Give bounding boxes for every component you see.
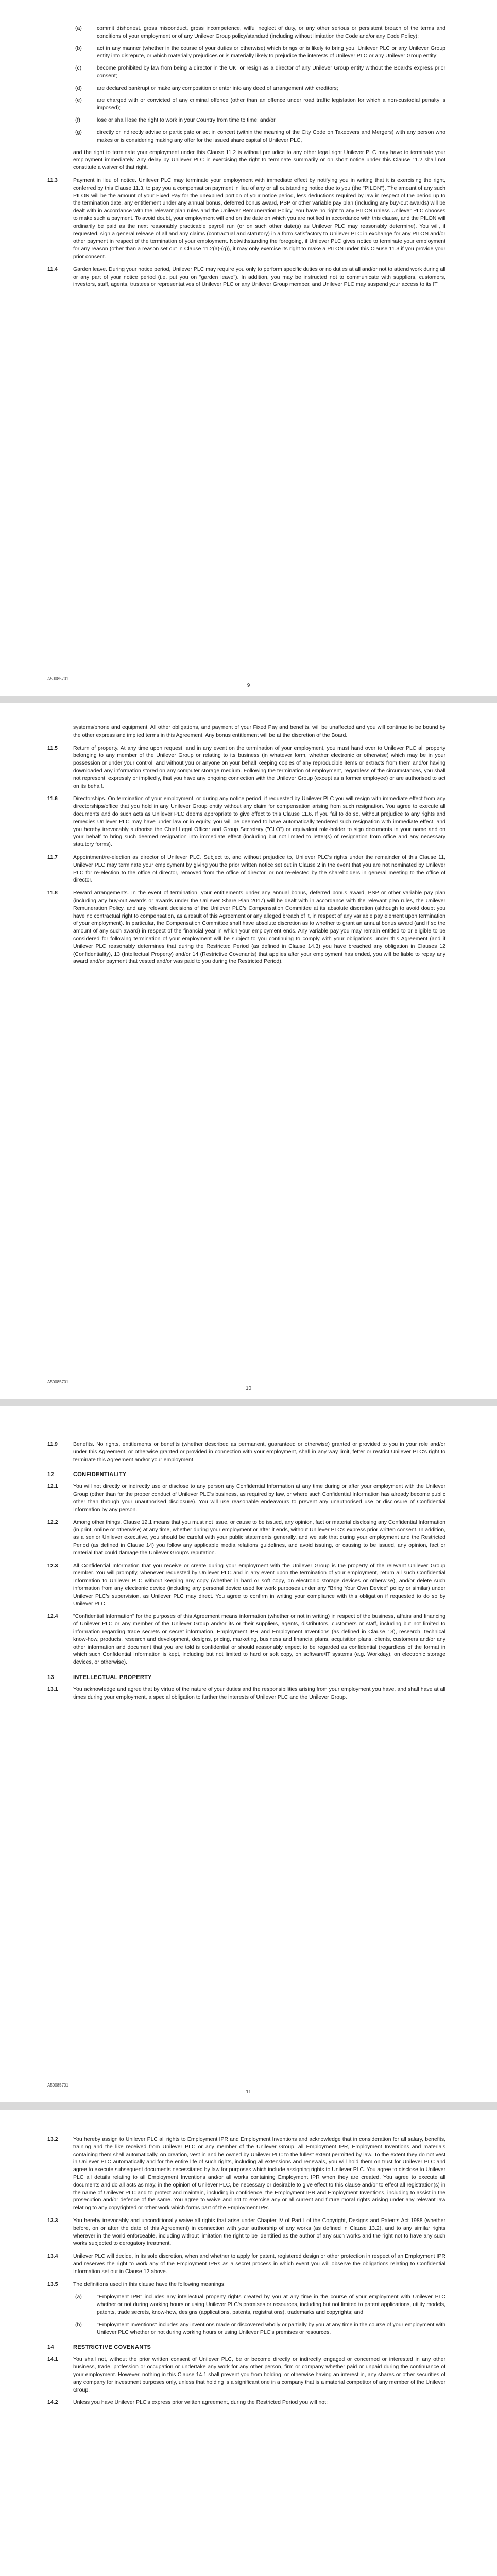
section-number: 14 [47, 2344, 54, 2351]
sub-clause [75, 97, 445, 112]
page-number: 11 [246, 2089, 251, 2095]
sub-clause-label: (b) [75, 2321, 82, 2328]
clause [47, 854, 445, 884]
clause-text: You hereby assign to Unilever PLC all rights to Employment IPR and Employment Inventions and acknowledge that in consideration for all salary, benefits, training and the like received from Unilever PLC or any member of the Unilever Group, all Employment IPR, Employment Inventions and materials containing them shall automatically, on creation, vest in and be owned by Unilever PLC to the fullest extent permitted by law. To the extent they do not vest in Unilever PLC automatically and for the entire life of such rights, including all extensions and renewals, you will hold them on trust for Unilever PLC and agree to execute subsequent documents necessitated by law for purposes which include assigning rights to Unilever PLC. You agree to disclose to Unilever PLC all details relating to all Employment Inventions and/or all works containing Employment IPR when they are created. You agree to execute all documents and do all acts as may, in the opinion of Unilever PLC, be necessary or desirable to give effect to this clause and/or to effect all registration(s) in the name of Unilever PLC and to protect and maintain, including in confidence, the Employment IPR and Employment Inventions, including to assist in the prosecution and/or defence of the same. You agree to waive and not to exercise any or all current and future moral rights arising under any relevant law relating to any copyrighted or other work which forms part of the Employment IPR. [73, 2136, 445, 2211]
clause [47, 1562, 445, 1608]
sub-clause-label: (b) [75, 45, 82, 52]
sub-clause [75, 45, 445, 60]
clause-text: Directorships. On termination of your employment, or during any notice period, if requested by Unilever PLC you will resign with immediate effect from any directorships/office that you hold in any Unilever Group entity without any claim for compensation arising from such resignation. You agree to execute all documents and do such acts as Unilever PLC deems appropriate to give effect to this Clause 11.6. If you fail to do so, without prejudice to any rights and remedies Unilever PLC may have under law or in equity, you will be deemed to have automatically tendered such resignation with immediate effect, and you hereby irrevocably authorise the Chief Legal Officer and Group Secretary ("CLO") or equivalent role-holder to sign documents in your name and on your behalf to bring such deemed resignation into immediate effect (including but not limited to letter(s) of resignation from office and any necessary statutory forms). [73, 795, 445, 848]
sub-clause [75, 129, 445, 144]
page-content [0, 0, 497, 649]
sub-clause [75, 84, 445, 92]
sub-clause-text: lose or shall lose the right to work in your Country from time to time; and/or [97, 117, 276, 124]
sub-clause-label: (a) [75, 25, 82, 31]
clause-text: You will not directly or indirectly use or disclose to any person any Confidential Information at any time during or after your employment with the Unilever Group (other than for the proper conduct of Unilever PLC's business, as required by law, or where such Confidential Information has already become public other than through your unauthorised disclosure). You will use reasonable endeavours to prevent any unauthorised use or disclosure of Confidential Information by any person. [73, 1483, 445, 1513]
clause-number: 11.4 [47, 266, 58, 273]
clause-number: 11.7 [47, 854, 58, 860]
clause-number: 12.4 [47, 1613, 58, 1620]
clause-text: Garden leave. During your notice period, Unilever PLC may require you only to perform specific duties or no duties at all and/or not to attend work during all or any part of your notice period (i.e. put you on "garden leave"). In addition, you may be instructed not to communicate with suppliers, customers, investors, staff, agents, trustees or representatives of Unilever PLC or any Unilever Group member, and Unilever PLC may suspend your access to its IT [73, 266, 445, 288]
sub-clause-label: (d) [75, 84, 82, 91]
document-page-12 [0, 2110, 497, 2576]
clause-number: 13.2 [47, 2136, 58, 2142]
clause-text: "Confidential Information" for the purposes of this Agreement means information (whether or not in writing) in respect of the business, affairs and financing of Unilever PLC or any member of the Unilever Group and/or its or their suppliers, agents, distributors, customers or staff, including but not limited to information regarding trade secrets or secret information, Employment IPR and Employment Inventions (as defined in Clause 13), research, technical know-how, products, research and development, designs, pricing, marketing, business and financial plans, acquisition plans, clients, customers and/or any other information and document that you are told is confidential or should reasonably expect to be regarded as confidential (regardless of the format in which such Confidential Information is kept, including but not limited to hard or soft copy, on software/IT systems (e.g. Workday), on electronic storage devices, or otherwise). [73, 1613, 445, 1666]
sub-clause [75, 25, 445, 40]
clause [47, 2399, 445, 2406]
section-heading [47, 1674, 445, 1681]
clause-number: 11.9 [47, 1441, 58, 1447]
clause [47, 177, 445, 261]
page-content [0, 703, 497, 1352]
clause-text: Appointment/re-election as director of Unilever PLC. Subject to, and without prejudice to, Unilever PLC's rights under the remainder of this Clause 11, Unilever PLC may terminate your employment by giving you the prior written notice set out in Clause 2 in the event that you are not nominated by Unilever PLC for re-election to the office of director, removed from the office of director, or not re-elected by the shareholders in general meeting to the office of director. [73, 854, 445, 884]
clause [47, 1686, 445, 1701]
sub-clause-text: "Employment Inventions" includes any inventions made or discovered wholly or partially by you at any time in the course of your employment with Unilever PLC whether or not during working hours or using Unilever PLC's premises or resources. [97, 2321, 445, 2335]
clause [47, 2281, 445, 2289]
section-heading [47, 1471, 445, 1478]
clause [47, 1440, 445, 1463]
clause-number: 12.2 [47, 1519, 58, 1526]
clause-number: 11.8 [47, 890, 58, 896]
clause [47, 1519, 445, 1557]
clause [47, 266, 445, 289]
footer-code: A50085701 [47, 1380, 68, 1384]
footer-code: A50085701 [47, 676, 68, 681]
clause-text: Unless you have Unilever PLC's express prior written agreement, during the Restricted Period you will not: [73, 2399, 328, 2406]
clause [47, 1613, 445, 1666]
clause-number: 11.6 [47, 795, 58, 802]
section-title: CONFIDENTIALITY [73, 1471, 127, 1478]
page-content [0, 2110, 497, 2576]
clause-number: 13.3 [47, 2217, 58, 2224]
sub-clause-label: (g) [75, 129, 82, 135]
page-content [0, 1406, 497, 2056]
clause [47, 2136, 445, 2212]
clause-number: 14.2 [47, 2399, 58, 2406]
clause [47, 2252, 445, 2275]
document-page-10 [0, 703, 497, 1399]
sub-clause-text: "Employment IPR" includes any intellectual property rights created by you at any time in the course of your employment with Unilever PLC whether or not during working hours or using Unilever PLC's premises or resources, including but not limited to patent applications, utility models, patents, trade secrets, know-how, designs (applications, patents, registrations), trademarks and copyrights; and [97, 2294, 445, 2315]
sub-clause-text: are charged with or convicted of any criminal offence (other than an offence under road traffic legislation for which a non-custodial penalty is imposed); [97, 97, 445, 111]
clause [47, 889, 445, 965]
clause-text: Benefits. No rights, entitlements or benefits (whether described as permanent, guaranteed or otherwise) granted or provided to you in your role and/or under this Agreement, or otherwise granted or provided in connection with your employment, shall in any way limit, fetter or restrict Unilever PLC's right to terminate this Agreement and/or your employment. [73, 1441, 445, 1463]
section-title: RESTRICTIVE COVENANTS [73, 2344, 151, 2351]
clause-text: Payment in lieu of notice. Unilever PLC may terminate your employment with immediate effect by notifying you in writing that it is exercising the right, conferred by this Clause 11.3, to pay you a compensation payment in lieu of any or all outstanding notice due to you (the "PILON"). The amount of any such PILON will be the amount of your Fixed Pay for the unexpired portion of your notice period, less deductions required by law in respect of the period up to the termination date, any entitlement under any annual bonus, deferred bonus award, PSP or other variable pay plan (including any buy-out awards) will be dealt with in accordance with the relevant plan rules and the Unilever Remuneration Policy. You have no right to any PILON unless Unilever PLC chooses to make such a payment. To avoid doubt, your employment will end on the date on which you are notified in accordance with this clause, and the PILON will ordinarily be paid as the next reasonably practicable payroll run (or on such other date(s) as Unilever PLC may reasonably determine). You will, if requested, sign a general release of all and any claims (contractual and statutory) in a form satisfactory to Unilever PLC in exchange for any PILON and/or other payment in respect of the termination of your employment. Notwithstanding the foregoing, if Unilever PLC gives notice to terminate your employment for any reason (other than a reason set out in Clause 11.2(a)-(g)), it may only exercise its right to make a PILON under this Clause 11.3 if you provide your prior consent. [73, 177, 445, 260]
clause [47, 1483, 445, 1513]
clause-text: You acknowledge and agree that by virtue of the nature of your duties and the responsibilities arising from your employment you have, and shall have at all times during your employment, a special obligation to further the interests of Unilever PLC and the Unilever Group. [73, 1686, 445, 1700]
clause-text: Reward arrangements. In the event of termination, your entitlements under any annual bonus, deferred bonus award, PSP or other variable pay plan (including any buy-out awards or awards under the Unilever Share Plan 2017) will be dealt with in accordance with the relevant plan rules, the Unilever Remuneration Policy, and any relevant decisions of the Unilever PLC's Compensation Committee at its absolute discretion (although to avoid doubt you have no contractual right to compensation, as a result of this Agreement or any alleged breach of it, in respect of any variable pay element upon termination of your employment). In particular, the Compensation Committee shall have absolute discretion as to whether to grant an annual bonus award (and if so the amount of any such award) in respect of the financial year in which your employment ends. Any variable pay you may remain entitled to or eligible to be considered for following termination of your employment will be subject to you continuing to comply with your obligations under this Agreement (and if Unilever PLC reasonably determines that during the Restricted Period (as defined in Clause 14.3) you have breached any obligation in Clauses 12 (Confidentiality), 13 (Intellectual Property) and/or 14 (Restrictive Covenants) that applies after your employment has ended, you will be liable to repay any award and/or payment that vested and/or was paid to you during the Restricted Period). [73, 890, 445, 965]
clause-number: 13.5 [47, 2281, 58, 2287]
clause-number: 11.5 [47, 744, 58, 751]
clause [47, 744, 445, 790]
sub-clause-text: are declared bankrupt or make any composition or enter into any deed of arrangement with creditors; [97, 84, 338, 91]
clause [47, 2355, 445, 2394]
clause [47, 795, 445, 849]
page-number: 10 [245, 1386, 252, 1392]
sub-clause-text: become prohibited by law from being a director in the UK, or resign as a director of any Unilever Group entity without the Board's express prior consent; [97, 65, 445, 79]
clause-number: 12.1 [47, 1483, 58, 1490]
sub-clause [75, 116, 445, 124]
clause-text: Unilever PLC will decide, in its sole discretion, when and whether to apply for patent, registered design or other protection in respect of an Employment IPR and reserves the right to work any of the Employment IPRs as a secret process in which event you will observe the obligations relating to Confidential Information set out in Clause 12 above. [73, 2253, 445, 2275]
clause-text: All Confidential Information that you receive or create during your employment with the Unilever Group is the property of the relevant Unilever Group member. You will promptly, whenever requested by Unilever PLC and in any event upon the termination of your employment, return all such Confidential Information to Unilever PLC without keeping any copy (whether in hard or soft copy, on electronic storage devices or otherwise), and/or delete such information from any electronic device (including any personal device used for work purposes under any "Bring Your Own Device" policy or similar) under Unilever PLC's supervision, as Unilever PLC may direct. You agree to confirm in writing your compliance with this obligation if requested to do so by Unilever PLC. [73, 1562, 445, 1607]
clause-text: You hereby irrevocably and unconditionally waive all rights that arise under Chapter IV of Part I of the Copyright, Designs and Patents Act 1988 (whether before, on or after the date of this Agreement) in connection with your authorship of any works (as defined in Clause 13.2), and to any similar rights wherever in the world enforceable, including without limitation the right to be identified as the author of any such works and the right not to have any such works subjected to derogatory treatment. [73, 2217, 445, 2247]
section-number: 13 [47, 1674, 54, 1681]
clause-text: You shall not, without the prior written consent of Unilever PLC, be or become directly or indirectly engaged or concerned or interested in any other business, trade, profession or occupation or undertake any work for any other person, firm or company whether paid or unpaid during the continuance of your employment. However, nothing in this Clause 14.1 shall prevent you from holding, or otherwise having an interest in, any shares or other securities of any company for investment purposes only, unless that holding is a significant one in a company that is a material competitor of any member of the Unilever Group. [73, 2356, 445, 2393]
document-page-9 [0, 0, 497, 696]
clause-number: 13.4 [47, 2253, 58, 2260]
footer-code: A50085701 [47, 2083, 68, 2088]
clause-continuation: and the right to terminate your employment under this Clause 11.2 is without prejudice to any other legal right Unilever PLC may have to terminate your employment immediately. Any delay by Unilever PLC in exercising the right to terminate summarily or on short notice under this Clause 11.2 shall not constitute a waiver of that right. [73, 149, 445, 171]
section-heading [47, 2344, 445, 2351]
page-number: 9 [247, 683, 250, 688]
sub-clause [75, 2293, 445, 2316]
clause-number: 11.3 [47, 177, 58, 183]
clause-text: Among other things, Clause 12.1 means that you must not issue, or cause to be issued, any opinion, fact or material disclosing any Confidential Information (in print, online or otherwise) at any time, whether during your employment or after it ends, without Unilever PLC's express prior written consent. In addition, as a senior Unilever executive, you should be careful with your public statements generally, and we ask that during your employment and the Restricted Period (as defined in Clause 14) you follow any applicable media relations guidelines, and avoid issuing, or causing to be issued, any opinion, fact or material that could damage the Unilever Group's reputation. [73, 1519, 445, 1556]
document-page-11 [0, 1406, 497, 2102]
sub-clause-text: directly or indirectly advise or participate or act in concert (within the meaning of the City Code on Takeovers and Mergers) with any person who makes or is considering making any offer for the issued share capital of Unilever PLC, [97, 129, 445, 143]
clause-number: 12.3 [47, 1562, 58, 1569]
sub-clause-label: (f) [75, 117, 80, 124]
clause-continuation: systems/phone and equipment. All other obligations, and payment of your Fixed Pay and benefits, will be unaffected and you will continue to be bound by the other express and implied terms in this Agreement. Any bonus entitlement will be at the discretion of the Board. [73, 724, 445, 738]
clause-number: 14.1 [47, 2356, 58, 2363]
sub-clause [75, 2321, 445, 2336]
clause-text: Return of property. At any time upon request, and in any event on the termination of your employment, you must hand over to Unilever PLC all property belonging to any member of the Unilever Group or relating to its business (in whatever form, whether electronic or otherwise) which may be in your possession or under your control, and without you or anyone on your behalf keeping copies of any reproducible items or extracts from them and/or having downloaded any information stored on any computer storage medium. Following the termination of employment, regardless of the circumstances, you shall not represent, expressly or impliedly, that you have any ongoing connection with the Unilever Group (except as a former employee) or are authorised to act on its behalf. [73, 744, 445, 789]
clause-text: The definitions used in this clause have the following meanings: [73, 2281, 226, 2287]
clause [47, 2217, 445, 2247]
sub-clause-label: (a) [75, 2294, 82, 2300]
sub-clause-text: commit dishonest, gross misconduct, gross incompetence, wilful neglect of duty, or any other serious or persistent breach of the terms and conditions of your employment or of any Unilever Group policy/standard (including without limitation the Code and/or any Code Policy); [97, 25, 445, 39]
sub-clause [75, 64, 445, 80]
sub-clause-label: (e) [75, 97, 82, 104]
sub-clause-label: (c) [75, 65, 82, 72]
sub-clause-text: act in any manner (whether in the course of your duties or otherwise) which brings or is likely to bring you, Unilever PLC or any Unilever Group entity into disrepute, or which materially prejudices or is materially likely to prejudice the interests of Unilever PLC or any Unilever Group entity; [97, 45, 445, 59]
section-number: 12 [47, 1471, 54, 1478]
section-title: INTELLECTUAL PROPERTY [73, 1674, 152, 1681]
clause-number: 13.1 [47, 1686, 58, 1692]
